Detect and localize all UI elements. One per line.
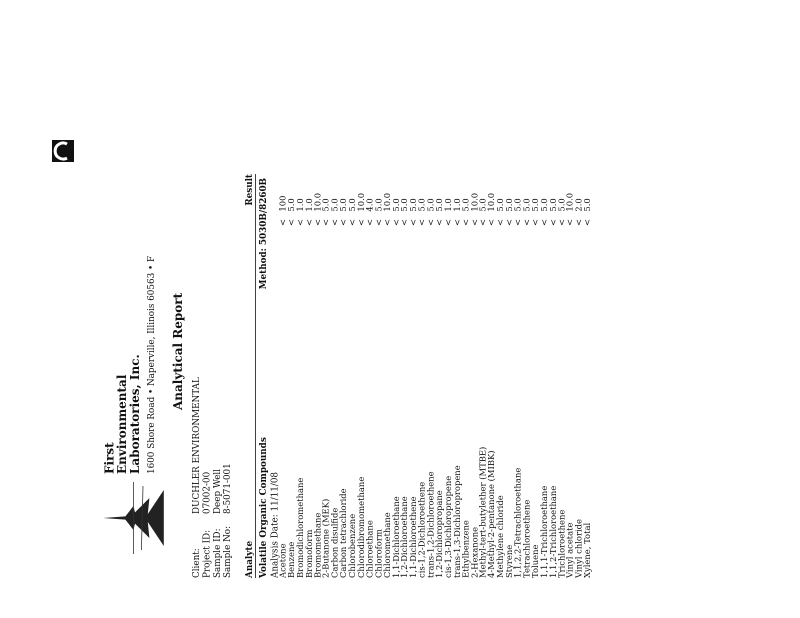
method-label: Method: 5030B/8260B	[258, 178, 269, 290]
meta-key: Client:	[191, 548, 202, 578]
result-value: 5.0	[321, 198, 332, 212]
analyte-name: Bromodichloromethane	[295, 477, 306, 578]
table-row	[558, 174, 567, 578]
analyte-header: Analyte	[243, 540, 255, 578]
result-value: 10.0	[382, 192, 393, 212]
analyte-name: Methyl-tert-butylether (MTBE)	[478, 446, 489, 578]
result-value: 5.0	[374, 198, 384, 212]
less-than-sign: <	[461, 218, 471, 226]
analyte-name: Carbon tetrachloride	[339, 488, 349, 578]
meta-value: 8-5071-001	[222, 463, 233, 514]
result-value: 5.0	[347, 198, 358, 212]
analyte-name: Chloroethane	[365, 520, 375, 578]
company-address: 1600 Shore Road • Naperville, Illinois 60563 • F	[146, 255, 157, 474]
less-than-sign: <	[496, 218, 506, 226]
less-than-sign: <	[487, 218, 497, 226]
company-name-line3: Laboratories, Inc.	[127, 354, 143, 474]
less-than-sign: <	[452, 218, 463, 226]
less-than-sign: <	[347, 218, 358, 226]
analyte-name: Acetone	[278, 543, 288, 578]
table-row	[567, 174, 576, 578]
header-rule	[255, 174, 256, 578]
less-than-sign: <	[321, 218, 332, 226]
result-value: 5.0	[557, 198, 567, 212]
tower-logo-icon	[101, 482, 165, 554]
result-value: 2.0	[574, 198, 585, 212]
analyte-name: Vinyl chloride	[574, 518, 585, 578]
sample-metadata	[191, 377, 233, 578]
less-than-sign: <	[557, 218, 567, 226]
meta-key: Sample No:	[222, 525, 233, 578]
less-than-sign: <	[539, 218, 550, 226]
result-value: 5.0	[478, 198, 489, 212]
result-value: 5.0	[391, 198, 402, 212]
less-than-sign: <	[426, 218, 436, 226]
less-than-sign: <	[313, 218, 323, 226]
result-value: 5.0	[435, 198, 445, 212]
less-than-sign: <	[295, 218, 306, 226]
result-value: 1.0	[304, 198, 314, 212]
result-value: 1.0	[452, 198, 463, 212]
result-value: 5.0	[522, 198, 532, 212]
document	[95, 170, 695, 610]
less-than-sign: <	[469, 218, 480, 226]
less-than-sign: <	[565, 218, 576, 226]
meta-value: DUCHLER ENVIRONMENTAL	[191, 377, 202, 514]
table-row	[296, 174, 305, 578]
analyte-name: 4-Methyl-2-pentanone (MIBK)	[487, 450, 497, 578]
less-than-sign: <	[530, 218, 541, 226]
meta-key: Sample ID:	[211, 528, 223, 578]
analyte-name: 1,1,2-Trichloroethane	[548, 485, 558, 578]
meta-value: Deep Well	[211, 468, 223, 514]
meta-value: 07002-00	[201, 471, 212, 514]
rotated-scan	[95, 170, 695, 610]
result-value: 10.0	[469, 192, 480, 212]
analyte-name: Bromoform	[304, 529, 314, 578]
result-value: 4.0	[365, 198, 375, 212]
section-title: Volatile Organic Compounds	[258, 437, 269, 578]
result-value: 5.0	[339, 198, 349, 212]
analyte-name: trans-1,2-Dichloroethene	[426, 471, 436, 578]
less-than-sign: <	[356, 218, 367, 226]
result-value: 100	[278, 195, 288, 212]
analyte-name: Benzene	[286, 541, 297, 578]
analyte-name: Tetrachloroethene	[522, 499, 532, 578]
result-value: 5.0	[461, 198, 471, 212]
meta-row	[222, 377, 232, 578]
company-name-line2: Environmental	[115, 374, 130, 474]
less-than-sign: <	[478, 218, 489, 226]
result-value: 5.0	[400, 198, 410, 212]
analyte-name: 1,1,2,2-Tetrachloroethane	[513, 467, 524, 578]
result-value: 5.0	[504, 198, 515, 212]
less-than-sign: <	[408, 218, 419, 226]
table-row	[584, 174, 593, 578]
analyte-name: 1,1-Dichloroethene	[408, 496, 419, 578]
analyte-name: cis-1,3-Dichloropropene	[443, 475, 454, 578]
meta-row	[201, 377, 211, 578]
result-value: 5.0	[286, 198, 297, 212]
result-value: 5.0	[583, 198, 593, 212]
analyte-name: Xylene, Total	[583, 522, 593, 578]
less-than-sign: <	[574, 218, 585, 226]
table-row	[279, 174, 288, 578]
analyte-name: Styrene	[504, 544, 515, 578]
analyte-name: Bromomethane	[313, 512, 323, 578]
less-than-sign: <	[365, 218, 375, 226]
table-header	[244, 174, 254, 578]
analyte-name: Vinyl acetate	[565, 522, 576, 578]
analyte-name: Trichloroethene	[557, 509, 567, 578]
binder-hole-icon	[52, 140, 74, 162]
table-row	[462, 174, 471, 578]
analyte-name: 2-Hexanone	[469, 526, 480, 578]
result-value: 5.0	[513, 198, 524, 212]
analyte-name: 1,2-Dichloropropane	[435, 490, 445, 578]
analyte-name: trans-1,3-Dichloropropene	[452, 465, 463, 578]
less-than-sign: <	[504, 218, 515, 226]
analyte-name: Chlorobenzene	[347, 513, 358, 578]
result-value: 10.0	[356, 192, 367, 212]
analyte-name: 1,1-Dichloroethane	[391, 496, 402, 578]
less-than-sign: <	[548, 218, 558, 226]
analyte-name: 1,2-Dichloroethane	[400, 496, 410, 578]
less-than-sign: <	[339, 218, 349, 226]
result-value: 5.0	[330, 198, 341, 212]
table-row	[357, 174, 366, 578]
result-value: 1.0	[443, 198, 454, 212]
result-value: 5.0	[548, 198, 558, 212]
result-header: Result	[243, 174, 255, 206]
result-value: 5.0	[408, 198, 419, 212]
less-than-sign: <	[382, 218, 393, 226]
result-value: 5.0	[426, 198, 436, 212]
analyte-name: cis-1,2-Dichloroethene	[417, 481, 428, 578]
report-title: Analytical Report	[171, 292, 186, 410]
analyte-name: 1,1,1-Trichloroethane	[539, 485, 550, 578]
company-name	[103, 354, 141, 474]
less-than-sign: <	[286, 218, 297, 226]
less-than-sign: <	[443, 218, 454, 226]
less-than-sign: <	[513, 218, 524, 226]
meta-key: Project ID:	[201, 529, 212, 578]
less-than-sign: <	[391, 218, 402, 226]
company-name-line1: First	[102, 442, 117, 474]
result-value: 5.0	[417, 198, 428, 212]
less-than-sign: <	[374, 218, 384, 226]
analyte-name: Chloroform	[374, 529, 384, 578]
analyte-name: Methylene chloride	[496, 495, 506, 578]
result-value: 5.0	[530, 198, 541, 212]
analyte-name: 2-Butanone (MEK)	[321, 498, 332, 578]
table-row	[575, 174, 584, 578]
less-than-sign: <	[330, 218, 341, 226]
less-than-sign: <	[417, 218, 428, 226]
analyte-name: Chlorodibromomethane	[356, 476, 367, 578]
analyte-list	[279, 174, 593, 578]
less-than-sign: <	[400, 218, 410, 226]
meta-row	[212, 377, 222, 578]
analyte-name: Toluene	[530, 544, 541, 578]
analyte-name: Chloromethane	[382, 512, 393, 578]
table-row	[497, 174, 506, 578]
meta-row	[191, 377, 201, 578]
result-value: 5.0	[539, 198, 550, 212]
result-value: 1.0	[295, 198, 306, 212]
result-value: 10.0	[313, 192, 323, 212]
less-than-sign: <	[304, 218, 314, 226]
less-than-sign: <	[522, 218, 532, 226]
less-than-sign: <	[278, 218, 288, 226]
table-row	[366, 174, 375, 578]
analysis-date: Analysis Date: 11/11/08	[269, 471, 280, 578]
table-row	[523, 174, 532, 578]
result-value: 10.0	[565, 192, 576, 212]
less-than-sign: <	[435, 218, 445, 226]
result-value: 10.0	[487, 192, 497, 212]
less-than-sign: <	[583, 218, 593, 226]
analyte-name: Carbon disulfide	[330, 507, 341, 578]
result-value: 5.0	[496, 198, 506, 212]
analyte-name: Ethylbenzene	[461, 520, 471, 578]
table-row	[453, 174, 462, 578]
